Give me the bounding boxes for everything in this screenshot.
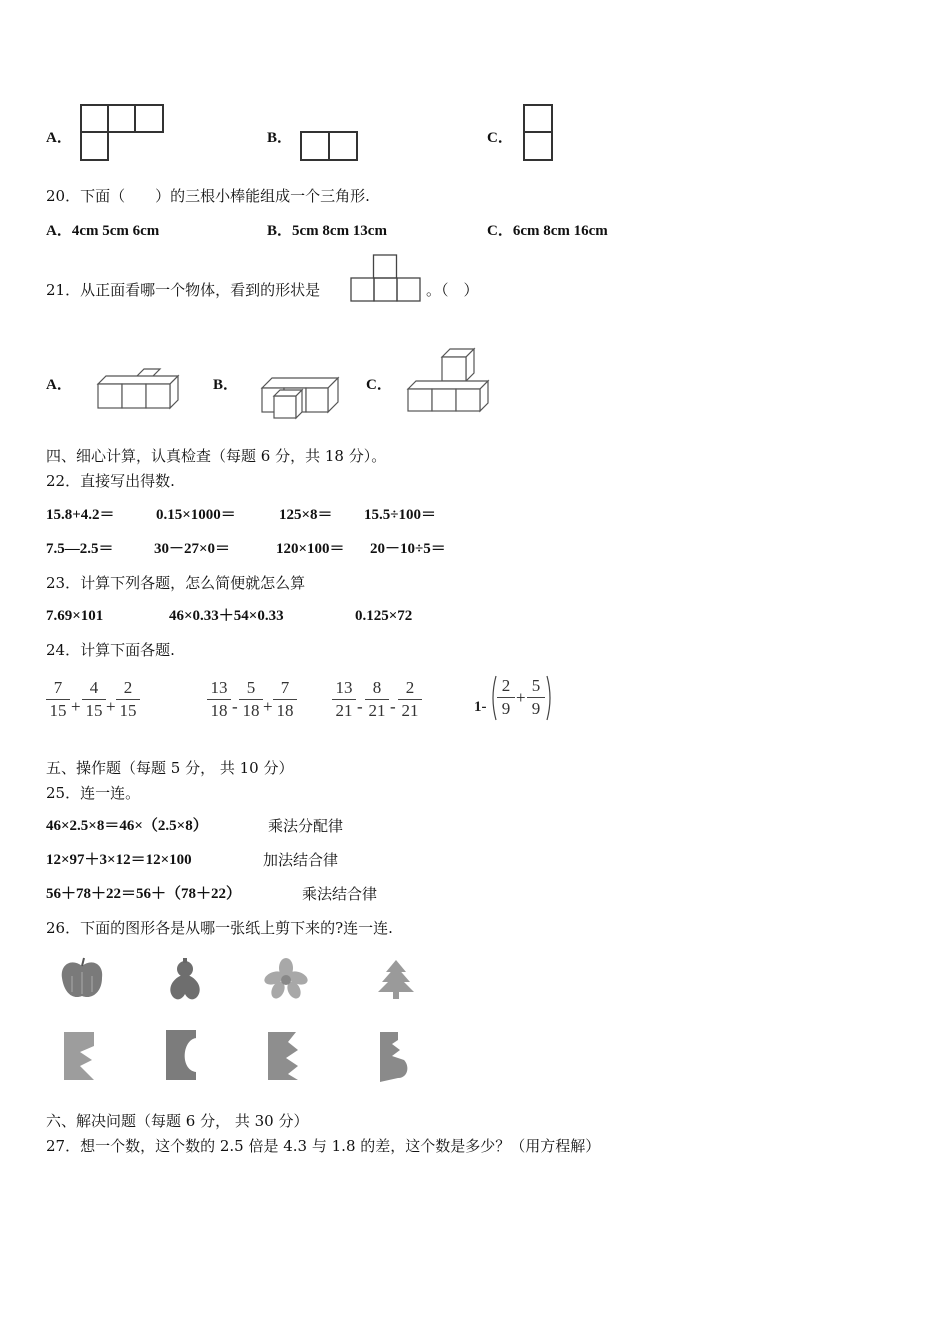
q22-item: 15.5÷100＝ <box>364 507 436 523</box>
q24-operator: - <box>390 697 396 716</box>
q23-item: 0.125×72 <box>355 608 413 624</box>
q20-stem: 20．下面（ ）的三根小棒能组成一个三角形. <box>46 187 370 205</box>
q22-item: 120×100＝ <box>276 541 345 557</box>
q24-prefix: 1- <box>474 699 487 715</box>
q24-operator: + <box>516 688 526 707</box>
q19-option-c-label: C． <box>487 130 513 146</box>
q25-left-item: 56＋78＋22＝56＋（78＋22） <box>46 886 242 902</box>
q26-stem: 26．下面的图形各是从哪一张纸上剪下来的?连一连. <box>46 919 393 937</box>
q21-option-c-label: C． <box>366 377 392 393</box>
paper-a-cutout-icon <box>62 1030 96 1082</box>
tree-cutout-icon <box>376 958 416 1000</box>
q21-option-a-solid <box>96 366 178 410</box>
right-paren-icon <box>545 674 553 722</box>
paper-c-cutout-icon <box>266 1030 300 1082</box>
q24-fraction: 5 9 <box>527 676 545 719</box>
q25-left-item: 12×97＋3×12＝12×100 <box>46 852 192 868</box>
q24-operator: + <box>71 697 81 716</box>
q21-option-b-solid <box>258 376 342 420</box>
q20-option-b: B．5cm 8cm 13cm <box>267 223 387 239</box>
q25-right-item: 乘法分配律 <box>268 817 344 835</box>
q21-option-c-solid <box>404 347 488 413</box>
q21-front-view-figure <box>350 254 422 302</box>
q22-item: 15.8+4.2＝ <box>46 507 115 523</box>
q21-option-b-label: B． <box>213 377 239 393</box>
q24-fraction: 8 21 <box>365 678 389 721</box>
q22-stem: 22．直接写出得数. <box>46 472 175 490</box>
q23-stem: 23．计算下列各题，怎么简便就怎么算 <box>46 574 306 592</box>
section-4-title: 四、细心计算，认真检查（每题 6 分，共 18 分）。 <box>46 447 387 465</box>
paper-b-cutout-icon <box>164 1028 198 1082</box>
q24-fraction: 13 21 <box>332 678 356 721</box>
q19-option-a-figure <box>80 104 166 162</box>
q24-fraction: 13 18 <box>207 678 231 721</box>
q20-option-c: C．6cm 8cm 16cm <box>487 223 608 239</box>
q24-fraction: 5 18 <box>239 678 263 721</box>
q24-operator: - <box>232 697 238 716</box>
q24-operator: - <box>357 697 363 716</box>
q24-fraction: 7 15 <box>46 678 70 721</box>
q22-item: 20－10÷5＝ <box>370 541 446 557</box>
q23-item: 7.69×101 <box>46 608 104 624</box>
q24-stem: 24．计算下面各题. <box>46 641 175 659</box>
q22-item: 30－27×0＝ <box>154 541 231 557</box>
q25-left-item: 46×2.5×8＝46×（2.5×8） <box>46 818 208 834</box>
q24-fraction: 2 9 <box>497 676 515 719</box>
q21-stem: 21．从正面看哪一个物体，看到的形状是 <box>46 281 321 299</box>
q22-item: 0.15×1000＝ <box>156 507 236 523</box>
q24-fraction: 4 15 <box>82 678 106 721</box>
q19-option-b-label: B． <box>267 130 293 146</box>
q20-option-a: A．4cm 5cm 6cm <box>46 223 160 239</box>
q25-right-item: 加法结合律 <box>263 851 339 869</box>
gourd-cutout-icon <box>165 956 205 1002</box>
q21-option-a-label: A． <box>46 377 72 393</box>
q25-stem: 25．连一连。 <box>46 784 141 802</box>
q22-item: 7.5—2.5＝ <box>46 541 114 557</box>
q19-option-a-label: A． <box>46 130 72 146</box>
q24-fraction: 2 15 <box>116 678 140 721</box>
apple-cutout-icon <box>58 956 106 1002</box>
q22-item: 125×8＝ <box>279 507 333 523</box>
paper-d-cutout-icon <box>378 1030 412 1084</box>
q24-operator: + <box>106 697 116 716</box>
flower-cutout-icon <box>264 958 308 1000</box>
q24-fraction: 7 18 <box>273 678 297 721</box>
section-6-title: 六、解决问题（每题 6 分， 共 30 分） <box>46 1112 309 1130</box>
q19-option-c-figure <box>523 104 554 162</box>
q23-item: 46×0.33＋54×0.33 <box>169 608 284 624</box>
q27-stem: 27．想一个数，这个数的 2.5 倍是 4.3 与 1.8 的差，这个数是多少？（用方程解） <box>46 1137 601 1155</box>
q25-right-item: 乘法结合律 <box>302 885 378 903</box>
q21-tail: 。（ ） <box>426 281 479 299</box>
q24-fraction: 2 21 <box>398 678 422 721</box>
q24-operator: + <box>263 697 273 716</box>
section-5-title: 五、操作题（每题 5 分， 共 10 分） <box>46 759 294 777</box>
q19-option-b-figure <box>300 131 358 162</box>
